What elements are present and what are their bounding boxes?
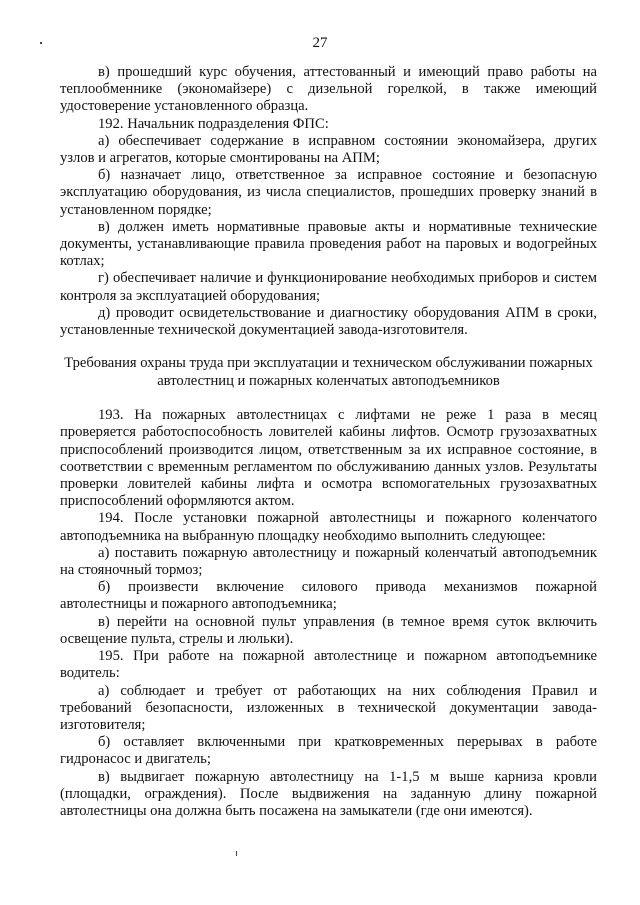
paragraph: б) произвести включение силового привода механизмов пожарной автолестницы и пожарного автоподъемника; (60, 579, 597, 613)
paragraph: в) должен иметь нормативные правовые акты и нормативные технические документы, устанавливающие правила проведения работ на паровых и водогрейных котлах; (60, 218, 597, 270)
paragraph: д) проводит освидетельствование и диагностику оборудования АПМ в сроки, установленные технической документацией завода-изготовителя. (60, 304, 597, 339)
paragraph: б) назначает лицо, ответственное за исправное состояние и безопасную эксплуатацию оборудования, из числа специалистов, прошедших проверку знаний в установленном порядке; (60, 167, 597, 218)
scan-speck (236, 851, 237, 856)
paragraph: а) обеспечивает содержание в исправном состоянии экономайзера, других узлов и агрегатов, которые смонтированы на АПМ; (60, 132, 597, 167)
paragraph: 193. На пожарных автолестницах с лифтами не реже 1 раза в месяц проверяется работоспособность ловителей кабины лифтов. Осмотр грузозахватных приспособлений производится лицом, ответственным за их исправное состояние, в соответствии с временным регламентом по обслуживанию данных узлов. Результаты проверки ловителей кабины лифта и осмотра вспомогательных грузозахватных приспособлений оформляются актом. (60, 407, 597, 510)
paragraph: в) перейти на основной пульт управления (в темное время суток включить освещение пульта, стрелы и люльки). (60, 613, 597, 647)
paragraph: а) поставить пожарную автолестницу и пожарный коленчатый автоподъемник на стояночный тормоз; (60, 544, 597, 579)
paragraph: а) соблюдает и требует от работающих на них соблюдения Правил и требований безопасности, изложенных в технической документации завода-изготовителя; (60, 682, 597, 733)
paragraph: б) оставляет включенными при кратковременных перерывах в работе гидронасос и двигатель; (60, 734, 597, 768)
page-number: 27 (312, 35, 328, 51)
paragraph: 194. После установки пожарной автолестницы и пожарного коленчатого автоподъемника на выбранную площадку необходимо выполнить следующее: (60, 510, 597, 544)
document-body (60, 64, 597, 820)
paragraph: 195. При работе на пожарной автолестнице и пожарном автоподъемнике водитель: (60, 648, 597, 682)
paragraph: 192. Начальник подразделения ФПС: (98, 115, 329, 132)
paragraph: в) выдвигает пожарную автолестницу на 1-1,5 м выше карниза кровли (площадки, ограждения). После выдвижения на заданную длину пожарной автолестницы она должна быть посажена на замыкатели (где они имеются). (60, 768, 597, 819)
paragraph: г) обеспечивает наличие и функционирование необходимых приборов и систем контроля за эксплуатацией оборудования; (60, 270, 597, 304)
section-heading: Требования охраны труда при эксплуатации и техническом обслуживании пожарных автолестниц и пожарных коленчатых автоподъемников (64, 355, 593, 390)
paragraph: в) прошедший курс обучения, аттестованный и имеющий право работы на теплообменнике (экономайзере) с дизельной горелкой, в также имеющий удостоверение установленного образца. (60, 64, 597, 115)
